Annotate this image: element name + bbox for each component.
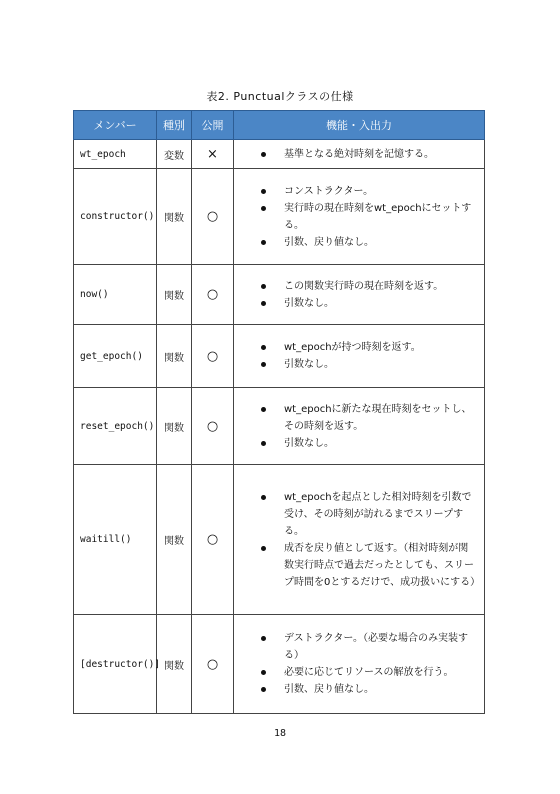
desc-item: wt_epochに新たな現在時刻をセットし、その時刻を返す。 [284, 401, 476, 435]
table-row [74, 169, 485, 265]
member-description [234, 388, 485, 465]
header-kind: 種別 [157, 111, 192, 140]
table-row [74, 388, 485, 465]
member-kind: 関数 [157, 169, 192, 265]
desc-item: 必要に応じてリソースの解放を行う。 [284, 664, 476, 681]
member-kind: 変数 [157, 140, 192, 169]
desc-item: 引数なし。 [284, 295, 476, 312]
page-number: 18 [273, 728, 287, 739]
header-row [74, 111, 485, 140]
member-description [234, 265, 485, 325]
desc-item: コンストラクター。 [284, 183, 476, 200]
member-name: wt_epoch [74, 140, 157, 169]
desc-item: 実行時の現在時刻をwt_epochにセットする。 [284, 200, 476, 234]
public-mark: ○ [192, 169, 234, 265]
member-description [234, 465, 485, 615]
desc-item: 基準となる絶対時刻を記憶する。 [284, 146, 476, 163]
table-row [74, 465, 485, 615]
desc-item: wt_epochを起点とした相対時刻を引数で受け、その時刻が訪れるまでスリープする。 [284, 489, 476, 540]
header-public: 公開 [192, 111, 234, 140]
member-description [234, 615, 485, 714]
table-row [74, 265, 485, 325]
member-name: constructor() [74, 169, 157, 265]
member-description [234, 169, 485, 265]
member-name: [destructor()] [74, 615, 157, 714]
member-kind: 関数 [157, 615, 192, 714]
table-body [74, 140, 485, 714]
public-mark: ○ [192, 615, 234, 714]
desc-item: デストラクター。（必要な場合のみ実装する） [284, 630, 476, 664]
table-row [74, 615, 485, 714]
member-kind: 関数 [157, 325, 192, 388]
member-name: reset_epoch() [74, 388, 157, 465]
table-caption: 表2. Punctualクラスの仕様 [206, 90, 354, 103]
public-mark: ○ [192, 325, 234, 388]
desc-item: 引数、戻り値なし。 [284, 234, 476, 251]
public-mark: ○ [192, 465, 234, 615]
desc-item: 成否を戻り値として返す。（相対時刻が関数実行時点で過去だったとしても、スリープ時間を0とするだけで、成功扱いにする） [284, 540, 476, 591]
member-name: now() [74, 265, 157, 325]
desc-item: 引数なし。 [284, 356, 476, 373]
desc-item: 引数なし。 [284, 435, 476, 452]
member-name: waitill() [74, 465, 157, 615]
public-mark: ○ [192, 388, 234, 465]
spec-table [73, 110, 485, 714]
member-description [234, 140, 485, 169]
member-description [234, 325, 485, 388]
public-mark: ○ [192, 265, 234, 325]
desc-item: 引数、戻り値なし。 [284, 681, 476, 698]
member-kind: 関数 [157, 465, 192, 615]
desc-item: この関数実行時の現在時刻を返す。 [284, 278, 476, 295]
member-name: get_epoch() [74, 325, 157, 388]
public-mark: × [192, 140, 234, 169]
member-kind: 関数 [157, 388, 192, 465]
header-function: 機能・入出力 [234, 111, 485, 140]
table-row [74, 140, 485, 169]
desc-item: wt_epochが持つ時刻を返す。 [284, 339, 476, 356]
header-member: メンバー [74, 111, 157, 140]
table-row [74, 325, 485, 388]
member-kind: 関数 [157, 265, 192, 325]
